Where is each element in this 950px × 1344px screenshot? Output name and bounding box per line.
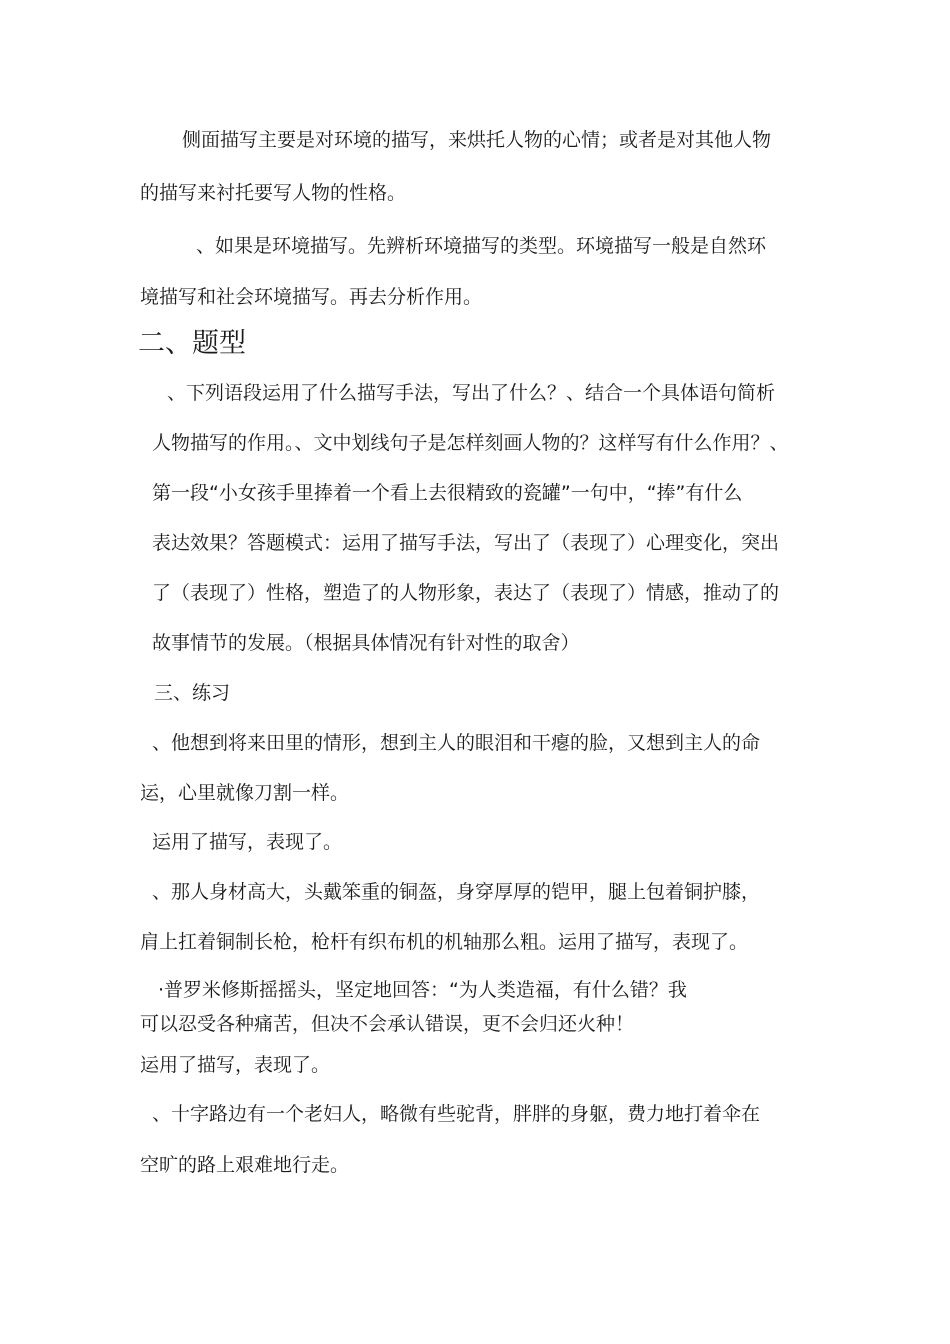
exercise-3-answer: 运用了描写，表现了。 [140,1054,331,1076]
exercise-4-line-1: 、十字路边有一个老妇人，略微有些驼背，胖胖的身躯，费力地打着伞在 [152,1103,761,1125]
questions-line-3: 第一段“小女孩手里捧着一个看上去很精致的瓷罐”一句中，“捧”有什么 [152,482,743,504]
exercise-2-line-1: 、那人身材高大，头戴笨重的铜盔，身穿厚厚的铠甲，腿上包着铜护膝， [152,881,761,903]
exercise-4-line-2: 空旷的路上艰难地行走。 [140,1154,350,1176]
questions-line-5: 了（表现了）性格，塑造了的人物形象，表达了（表现了）情感，推动了的 [152,582,780,604]
exercise-1-answer: 运用了描写，表现了。 [152,831,343,853]
exercise-1-line-2: 运，心里就像刀割一样。 [140,782,350,804]
exercise-3-line-1: ·普罗米修斯摇摇头，坚定地回答：“为人类造福，有什么错？我 [158,979,687,1001]
exercise-3-line-2: 可以忍受各种痛苦，但决不会承认错误，更不会归还火种！ [140,1013,635,1035]
section-heading-2: 二、题型 [138,328,246,359]
p1-line-1: 侧面描写主要是对环境的描写，来烘托人物的心情；或者是对其他人物 [182,129,772,151]
questions-line-6: 故事情节的发展。（根据具体情况有针对性的取舍） [152,632,580,654]
exercise-1-line-1: 、他想到将来田里的情形，想到主人的眼泪和干瘪的脸，又想到主人的命 [152,732,761,754]
p2-line-2: 境描写和社会环境描写。再去分析作用。 [140,286,483,308]
p1-line-2: 的描写来衬托要写人物的性格。 [140,182,407,204]
section-heading-3: 三、练习 [154,682,231,704]
questions-line-2: 人物描写的作用。、文中划线句子是怎样刻画人物的？这样写有什么作用？、 [152,432,789,454]
questions-line-4: 表达效果？答题模式：运用了描写手法，写出了（表现了）心理变化，突出 [152,532,780,554]
p2-line-1: 、如果是环境描写。先辨析环境描写的类型。环境描写一般是自然环 [196,235,767,257]
exercise-2-line-2: 肩上扛着铜制长枪，枪杆有织布机的机轴那么粗。运用了描写，表现了。 [140,931,749,953]
questions-line-1: 、下列语段运用了什么描写手法，写出了什么？、结合一个具体语句简析 [167,382,776,404]
